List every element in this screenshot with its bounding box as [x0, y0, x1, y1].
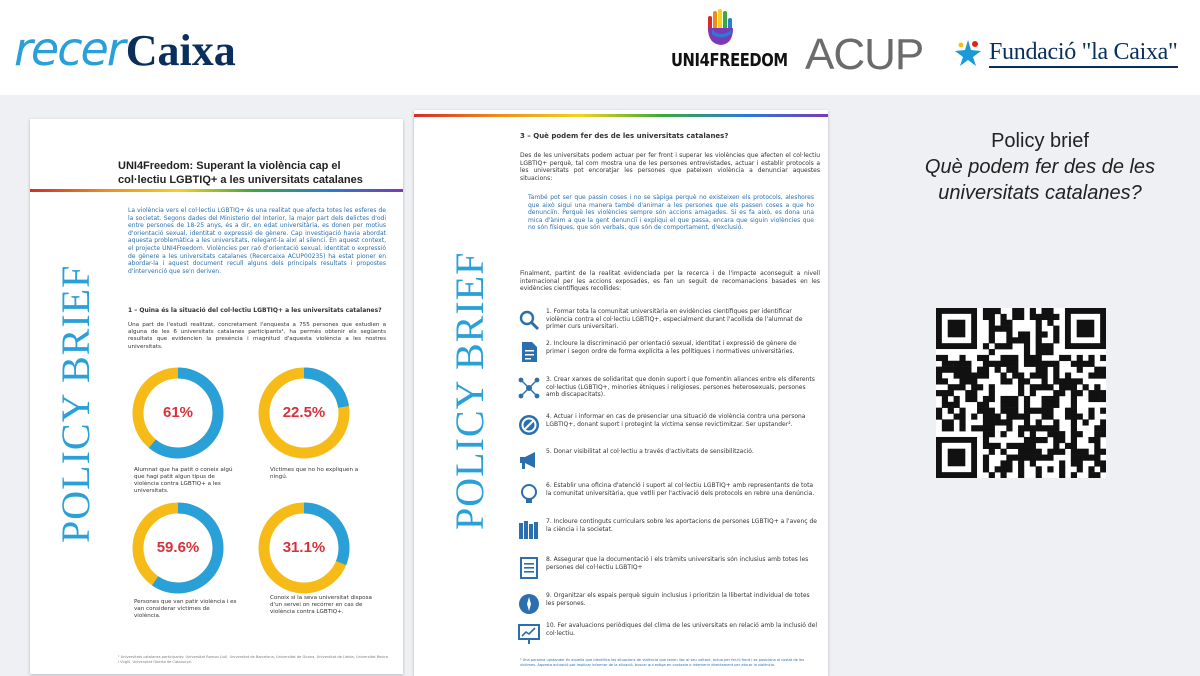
recommendation-item — [518, 448, 818, 478]
books-icon — [518, 519, 540, 541]
uni4freedom-wordmark: UNI4FREEDOM — [670, 50, 788, 71]
megaphone-icon — [518, 449, 540, 471]
page-1-section-heading: 1 – Quina és la situació del col·lectiu LGBTIQ+ a les universitats catalanes? — [128, 307, 382, 314]
page-2-paragraph-2: Finalment, partint de la realitat evidenciada per la recerca i de l'impacte aconseguit a nivell internacional per les accions exposades, es fan un seguit de recomanacions basades en les evidències científiques recollides: — [520, 270, 820, 293]
stat-value-2: 22.5% — [282, 404, 326, 421]
uni4freedom-logo — [660, 8, 788, 80]
recommendation-text: 5. Donar visibilitat al col·lectiu a través d'activitats de sensibilització. — [546, 448, 754, 455]
stat-caption-2: Víctimes que no ho expliquen a ningú. — [270, 467, 359, 480]
policy-brief-page-2 — [414, 110, 828, 676]
recommendation-text: 8. Assegurar que la documentació i els tràmits universitaris són inclusius amb totes les persones del col·lectiu LGBTIQ+ — [546, 556, 809, 571]
qr-code[interactable] — [936, 308, 1106, 478]
recommendation-text: 1. Formar tota la comunitat universitària en evidències científiques per identificar violència contra el col·lectiu LGBTIQ+, especialment durant l'acollida de l'alumnat de primer curs universitari. — [546, 308, 803, 331]
recommendation-text: 3. Crear xarxes de solidaritat que donin suport i que fomentin aliances entre els diferents col·lectius (LGBTIQ+, minories ètniques i religioses, persones heterosexuals, persones amb discapacitats). — [546, 376, 815, 399]
compass-icon — [518, 593, 540, 615]
document-lines-icon — [518, 557, 540, 579]
policy-brief-vertical-label: POLICY BRIEF — [53, 264, 98, 543]
recommendation-item — [518, 556, 818, 586]
recommendation-text: 4. Actuar i informar en cas de presenciar una situació de violència contra una persona LGBTIQ+, donant suport i protegint la víctima sense revictimitzar. Ser upstander². — [546, 413, 806, 428]
fundacio-wordmark: Fundació "la Caixa" — [989, 39, 1178, 68]
recommendation-item — [518, 622, 818, 652]
recommendation-item — [518, 413, 818, 443]
recommendation-item — [518, 340, 818, 370]
policy-brief-vertical-label: POLICY BRIEF — [447, 251, 492, 530]
policy-brief-caption — [912, 128, 1168, 206]
recommendation-text: 6. Establir una oficina d'atenció i suport al col·lectiu LGBTIQ+ amb representants de tota la comunitat universitària, que vetlli per l'activació dels protocols en rebre una denúncia. — [546, 482, 815, 497]
network-icon — [518, 377, 540, 399]
fundacio-la-caixa-logo — [953, 38, 1178, 68]
recer-logo-suffix: Caixa — [125, 26, 236, 75]
recommendation-text: 2. Incloure la discriminació per orientació sexual, identitat i expressió de gènere de primer i segon ordre de forma explícita a les polítiques i normatives universitàries. — [546, 340, 797, 355]
page-2-footnote: ² Una persona upstander és aquella que identifica les situacions de violència que tenen lloc al seu voltant, actua per fer-hi front i es posiciona al costat de les víctimes. Aquesta actuació pot implicar informar de la situació, buscar qui estiga en contacte o intervenir directament per aturar la violència. — [520, 658, 805, 667]
magnifier-icon — [518, 309, 540, 331]
slide-content — [0, 95, 1200, 676]
lightbulb-icon — [518, 483, 540, 505]
policy-brief-subtitle: Què podem fer des de les universitats catalanes? — [924, 156, 1156, 204]
rainbow-rule — [414, 114, 828, 117]
page-1-intro: La violència vers el col·lectiu LGBTIQ+ és una realitat que afecta totes les esferes de la societat. Segons dades del Ministerio del Interior, la major part dels delictes d'odi entre persones de 18-25 anys, és a dir, en edat universitària, es donen per motius d'orientació sexual, identitat o expressió de gènere. Cap investigació havia abordat aquesta problemàtica a les universitats, relegant-la així al silenci. En aquest context, el projecte UNI4Freedom. Violències per raó d'orientació sexual, identitat o expressió de gènere a les universitats catalanes (Recercaixa ACUP00235) ha estat pioner en abordar-la i aquest document recull alguns dels principals resultats i propostes d'intervenció que se'n deriven. — [128, 207, 386, 275]
recommendation-item — [518, 482, 818, 512]
page-2-quote: També pot ser que passin coses i no se sàpiga perquè no existeixen els protocols, aleshores que això sigui una manera també d'animar a les persones que els passen coses a que ho denunciïn. Perquè les violències sempre són accions amagades. Si es fa això, es dona una mica d'ànim a que la gent denunciï i expliqui el que passa, encara que siguin violències que no són físiques, que són verbals, que són de comportament, d'exclusió. — [528, 194, 814, 232]
policy-brief-page-1 — [30, 119, 403, 674]
page-2-paragraph: Des de les universitats podem actuar per fer front i superar les violències que afecten el col·lectiu LGBTIQ+ perquè, tal com mostra una de les persones entrevistades, actuar i establir protocols a les universitats pot encoratjar les persones que pateixen violència a denunciar aquestes situacions: — [520, 152, 820, 182]
recercaixa-logo — [14, 22, 236, 76]
presentation-chart-icon — [518, 623, 540, 645]
rainbow-rule — [30, 189, 403, 192]
recommendation-item — [518, 308, 818, 338]
page-1-footnote: ¹ Universitats catalanes participants: Universitat Ramon Llull, Universitat de Barcelona, Universitat de Girona, Universitat de Lleida, Universitat Rovira i Virgili, Universitat Oberta de Catalunya. — [118, 655, 389, 664]
recommendation-text: 10. Fer avaluacions periòdiques del clima de les universitats en relació amb la inclusió del col·lectiu. — [546, 622, 817, 637]
stat-caption-1: Alumnat que ha patit o coneix algú que hagi patit algun tipus de violència contra LGBTIQ+ a les universitats. — [134, 467, 233, 494]
la-caixa-star-icon — [953, 38, 983, 68]
recommendation-text: 9. Organitzar els espais perquè siguin inclusius i prioritzin la llibertat individual de totes les persones. — [546, 592, 810, 607]
prohibition-icon — [518, 414, 540, 436]
stat-value-4: 31.1% — [282, 539, 326, 556]
recer-logo-prefix: recer — [14, 22, 124, 76]
acup-logo — [805, 30, 923, 80]
acup-wordmark: ACUP — [805, 30, 924, 79]
recommendation-text: 7. Incloure continguts curriculars sobre les aportacions de persones LGBTIQ+ a l'avenç de la ciència i la societat. — [546, 518, 817, 533]
document-icon — [518, 341, 540, 363]
recommendation-item — [518, 592, 818, 622]
stat-value-1: 61% — [162, 404, 194, 421]
stat-caption-4: Conoix si la seva universitat disposa d'un servei on recórrer en cas de violència contra LGBTIQ+. — [270, 595, 372, 615]
recommendation-item — [518, 518, 818, 548]
top-banner — [0, 0, 1200, 95]
recommendation-item — [518, 376, 818, 406]
page-1-title: UNI4Freedom: Superant la violència cap el col·lectiu LGBTIQ+ a les universitats catalanes — [118, 160, 363, 186]
stat-caption-3: Persones que van patir violència i es van considerar víctimes de violència. — [134, 599, 237, 619]
page-1-paragraph: Una part de l'estudi realitzat, concretament l'enquesta a 755 persones que estudien a alguna de les 6 universitats catalanes participants¹, ha permès obtenir els següents resultats que evidencien la presència i magnitud d'aquesta violència a les nostres universitats. — [128, 322, 386, 350]
rainbow-hand-icon — [703, 8, 739, 48]
page-2-section-heading: 3 – Què podem fer des de les universitats catalanes? — [520, 132, 729, 140]
policy-brief-title: Policy brief — [991, 130, 1089, 152]
stat-value-3: 59.6% — [156, 539, 200, 556]
